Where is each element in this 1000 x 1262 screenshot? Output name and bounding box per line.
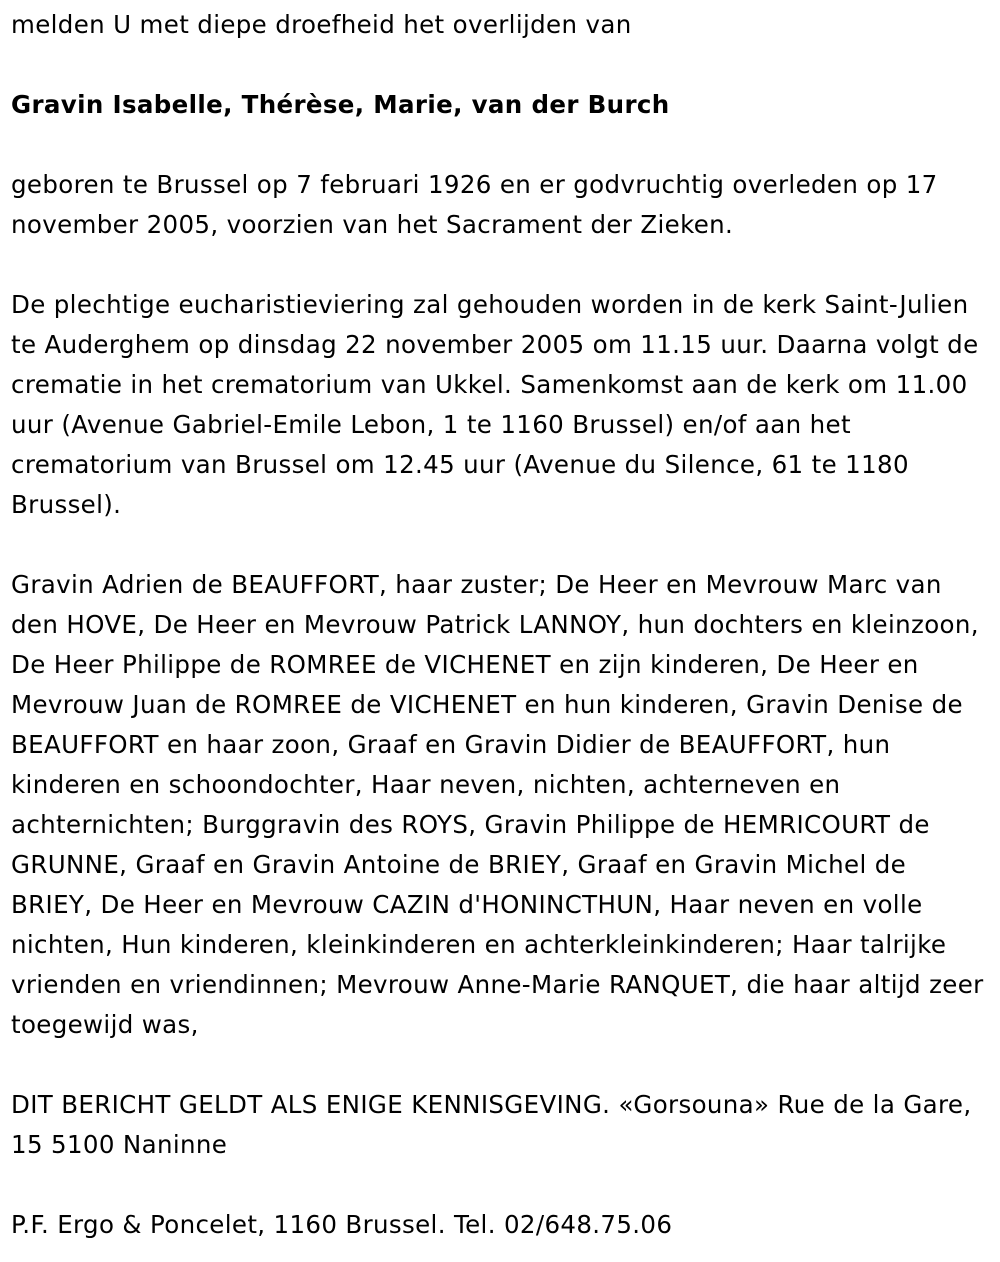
spacer [11,245,993,285]
intro-line: melden U met diepe droefheid het overlijden van [11,10,632,39]
spacer [11,45,993,85]
spacer [11,525,993,565]
funeral-home-contact: P.F. Ergo & Poncelet, 1160 Brussel. Tel. 02/648.75.06 [11,1210,673,1239]
notice-address: DIT BERICHT GELDT ALS ENIGE KENNISGEVING. «Gorsouna» Rue de la Gare, 15 5100 Naninne [11,1090,972,1159]
deceased-name: Gravin Isabelle, Thérèse, Marie, van der Burch [11,90,670,119]
obituary-notice [11,0,993,1245]
family-paragraph: Gravin Adrien de BEAUFFORT, haar zuster; De Heer en Mevrouw Marc van den HOVE, De Heer en Mevrouw Patrick LANNOY, hun dochters en kleinzoon, De Heer Philippe de ROMREE de VICHENET en zijn kinderen, De Heer en Mevrouw Juan de ROMREE de VICHENET en hun kinderen, Gravin Denise de BEAUFFORT en haar zoon, Graaf en Gravin Didier de BEAUFFORT, hun kinderen en schoondochter, Haar neven, nichten, achterneven en achternichten; Burggravin des ROYS, Gravin Philippe de HEMRICOURT de GRUNNE, Graaf en Gravin Antoine de BRIEY, Graaf en Gravin Michel de BRIEY, De Heer en Mevrouw CAZIN d'HONINCTHUN, Haar neven en volle nichten, Hun kinderen, kleinkinderen en achterkleinkinderen; Haar talrijke vrienden en vriendinnen; Mevrouw Anne-Marie RANQUET, die haar altijd zeer toegewijd was, [11,570,984,1039]
spacer [11,1045,993,1085]
spacer [11,125,993,165]
birth-death-paragraph: geboren te Brussel op 7 februari 1926 en er godvruchtig overleden op 17 november 2005, voorzien van het Sacrament der Zieken. [11,170,938,239]
ceremony-paragraph: De plechtige eucharistieviering zal gehouden worden in de kerk Saint-Julien te Auderghem op dinsdag 22 november 2005 om 11.15 uur. Daarna volgt de crematie in het crematorium van Ukkel. Samenkomst aan de kerk om 11.00 uur (Avenue Gabriel-Emile Lebon, 1 te 1160 Brussel) en/of aan het crematorium van Brussel om 12.45 uur (Avenue du Silence, 61 te 1180 Brussel). [11,290,979,519]
spacer [11,1165,993,1205]
